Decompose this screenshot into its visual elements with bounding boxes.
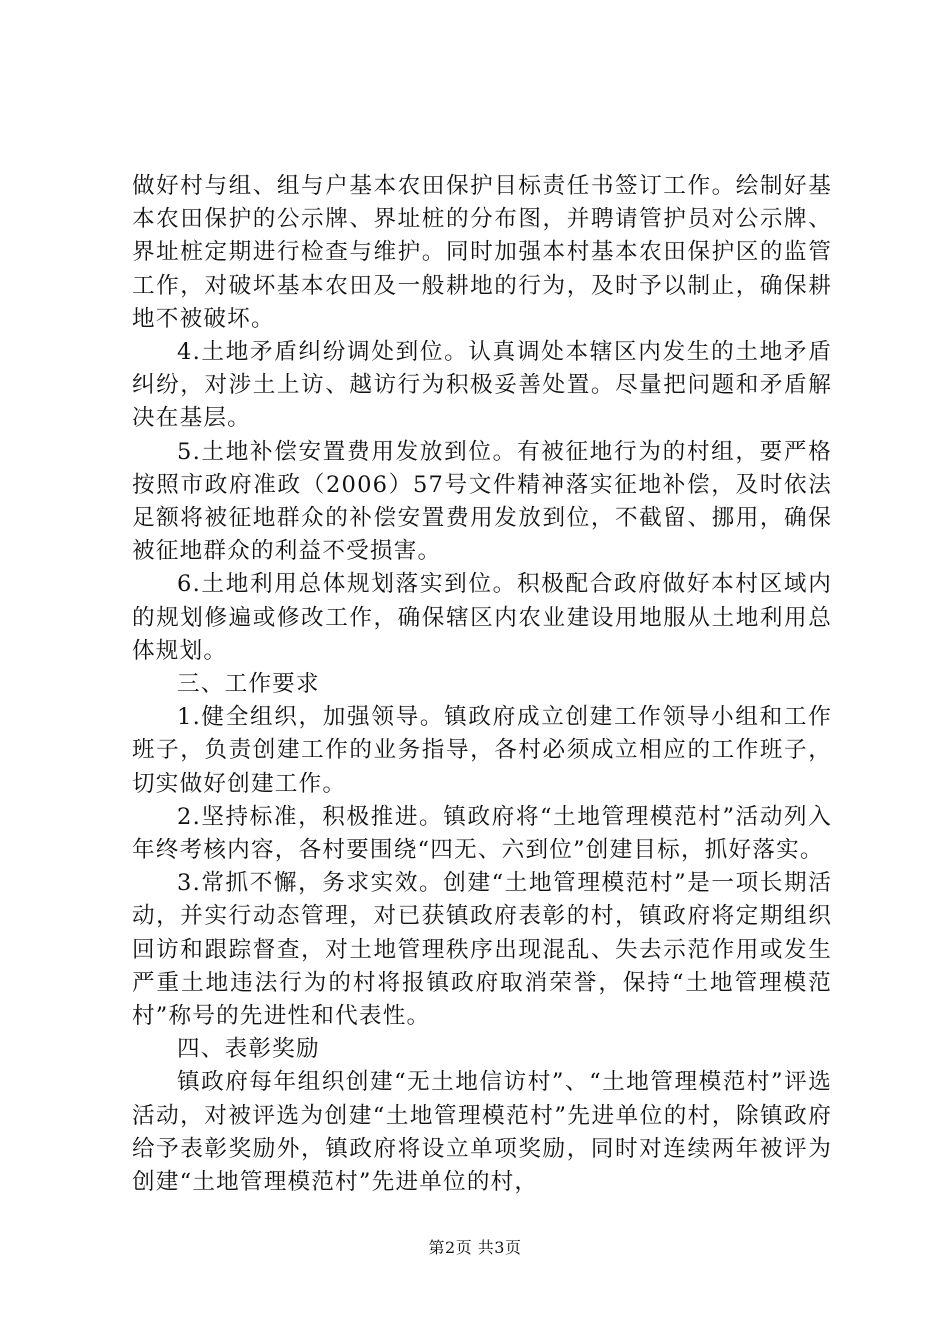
- page-number-footer: 第2页 共3页: [428, 1238, 522, 1257]
- paragraph-item-6: 6.土地利用总体规划落实到位。积极配合政府做好本村区域内的规划修遍或修改工作，确保辖区内农业建设用地服从土地利用总体规划。: [132, 571, 832, 664]
- paragraph-awards: 镇政府每年组织创建“无土地信访村”、“土地管理模范村”评选活动，对被评选为创建“土地管理模范村”先进单位的村，除镇政府给予表彰奖励外，镇政府将设立单项奖励，同时对连续两年被评为创建“土地管理模范村”先进单位的村，: [132, 1069, 832, 1196]
- paragraph-item-4: 4.土地矛盾纠纷调处到位。认真调处本辖区内发生的土地矛盾纠纷，对涉土上访、越访行为积极妥善处置。尽量把问题和矛盾解决在基层。: [132, 339, 832, 432]
- document-body: [132, 170, 832, 1199]
- paragraph-item-5: 5.土地补偿安置费用发放到位。有被征地行为的村组，要严格按照市政府准政（2006）57号文件精神落实征地补偿，及时依法足额将被征地群众的补偿安置费用发放到位，不截留、挪用，确保被征地群众的利益不受损害。: [132, 438, 832, 565]
- paragraph-requirement-2: 2.坚持标准，积极推进。镇政府将“土地管理模范村”活动列入年终考核内容，各村要围绕“四无、六到位”创建目标，抓好落实。: [132, 803, 832, 864]
- section-heading-requirements: 三、工作要求: [177, 671, 320, 698]
- paragraph-continuation: 做好村与组、组与户基本农田保护目标责任书签订工作。绘制好基本农田保护的公示牌、界址桩的分布图，并聘请管护员对公示牌、界址桩定期进行检查与维护。同时加强本村基本农田保护区的监管工作，对破坏基本农田及一般耕地的行为，及时予以制止，确保耕地不被破坏。: [132, 173, 832, 332]
- paragraph-requirement-3: 3.常抓不懈，务求实效。创建“土地管理模范村”是一项长期活动，并实行动态管理，对已获镇政府表彰的村，镇政府将定期组织回访和跟踪督查，对土地管理秩序出现混乱、失去示范作用或发生严重土地违法行为的村将报镇政府取消荣誉，保持“土地管理模范村”称号的先进性和代表性。: [132, 870, 832, 1030]
- section-heading-awards: 四、表彰奖励: [177, 1036, 320, 1063]
- paragraph-requirement-1: 1.健全组织，加强领导。镇政府成立创建工作领导小组和工作班子，负责创建工作的业务指导，各村必须成立相应的工作班子，切实做好创建工作。: [132, 704, 832, 797]
